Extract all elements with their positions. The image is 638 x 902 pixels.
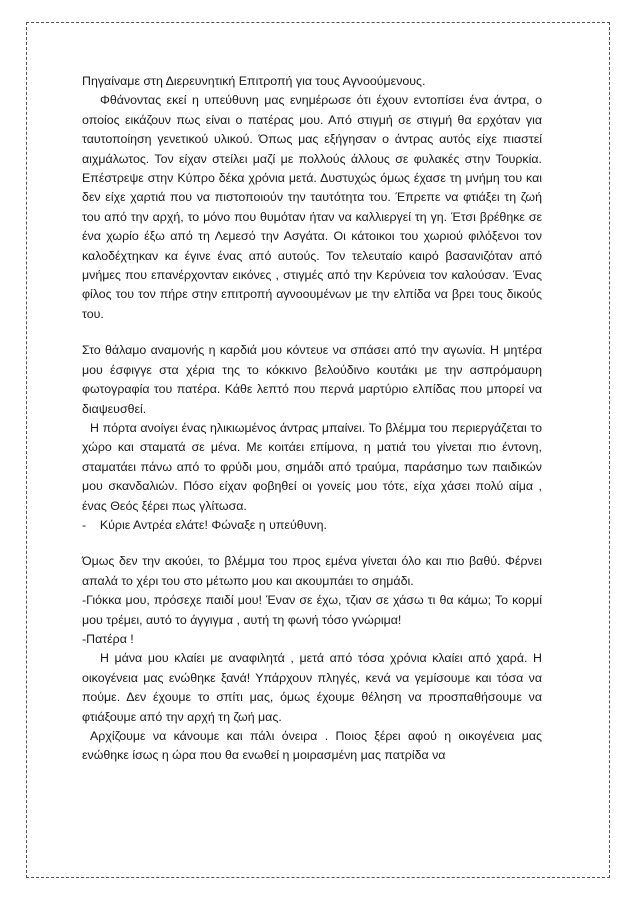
paragraph-gap — [82, 324, 542, 341]
paragraph-2: Φθάνοντας εκεί η υπεύθυνη μας ενημέρωσε ότι έχουν εντοπίσει ένα άντρα, ο οποίος εικάζουν πως είναι ο πατέρας μου. Από στιγμή σε στιγμή θα ερχόταν για ταυτοποίηση γενετικού υλικού. Όπως μας εξήγησαν ο άντρας αυτός είχε πιαστεί αιχμάλωτος. Τον είχαν στείλει μαζί με πολλούς άλλους σε φυλακές στην Τουρκία. Επέστρεψε στην Κύπρο δέκα χρόνια μετά. Δυστυχώς όμως έχασε τη μνήμη του και δεν είχε χαρτιά που να πιστοποιούν την ταυτότητα του. Έπρεπε να φτιάξει τη ζωή του από την αρχή, το μόνο που θυμόταν ήταν να καλλιεργεί τη γη. Έτσι βρέθηκε σε ένα χωρίο έξω από τη Λεμεσό την Ασγάτα. Οι κάτοικοι του χωριού φιλόξενοι τον καλοδέχτηκαν κα έγινε ένας από αυτούς. Τον τελευταίο καιρό βασανιζόταν από μνήμες που επανέρχονταν εικόνες , στιγμές από την Κερύνεια τον καλούσαν. Ένας φίλος του τον πήρε στην επιτροπή αγνοουμένων με την ελπίδα να βρει τους δικούς του. — [82, 93, 542, 321]
paragraph-7: Αρχίζουμε να κάνουμε και πάλι όνειρα . Ποιος ξέρει αφού η οικογένεια μας ενώθηκε ίσως η ώρα που θα ενωθεί η μοιρασμένη μας πατρίδα να — [82, 729, 542, 763]
paragraph-3: Στο θάλαμο αναμονής η καρδιά μου κόντευε να σπάσει από την αγωνία. Η μητέρα μου έσφιγγε στα χέρια της το κόκκινο βελούδινο κουτάκι με την ασπρόμαυρη φωτογραφία του πατέρα. Κάθε λεπτό που περνά μαρτύριο ελπίδας που μπορεί να διαψευσθεί. — [82, 343, 542, 416]
dialogue-line-2: -Γιόκκα μου, πρόσεχε παιδί μου! Έναν σε έχω, τζιαν σε χάσω τι θα κάμω; Το κορμί μου τρέμει, αυτό το άγγιγμα , αυτή τη φωνή τόσο γνώριμα! — [82, 593, 542, 627]
paragraph-4: Η πόρτα ανοίγει ένας ηλικιωμένος άντρας μπαίνει. Το βλέμμα του περιεργάζεται το χώρο και σταματά σε μένα. Με κοιτάει επίμονα, η ματιά του γίνεται πιο έντονη, σταματάει πάνω από το φρύδι μου, σημάδι από τραύμα, παράσημο των παιδικών μου σκανδαλιών. Πόσο είχαν φοβηθεί οι γονείς μου τότε, είχα χάσει πολύ αίμα , ένας Θεός ξέρει πως γλίτωσα. — [82, 420, 542, 513]
dialogue-line-1: - Κύριε Αντρέα ελάτε! Φώναξε η υπεύθυνη. — [82, 517, 327, 532]
paragraph-5: Όμως δεν την ακούει, το βλέμμα του προς εμένα γίνεται όλο και πιο βαθύ. Φέρνει απαλά το χέρι του στο μέτωπο μου και ακουμπάει το σημάδι. — [82, 554, 542, 588]
dialogue-line-3: -Πατέρα ! — [82, 631, 134, 646]
paragraph-6: Η μάνα μου κλαίει με αναφιλητά , μετά από τόσα χρόνια κλαίει από χαρά. Η οικογένεια μας ενώθηκε ξανά! Υπάρχουν πληγές, κενά να γεμίσουμε και τόσα να πούμε. Δεν έχουμε το σπίτι μας, όμως έχουμε θέληση να προσπαθήσουμε να φτιάξουμε από την αρχή τη ζωή μας. — [82, 651, 542, 724]
paragraph-1: Πηγαίναμε στη Διερευνητική Επιτροπή για τους Αγνοούμενους. — [82, 74, 426, 88]
paragraph-gap — [82, 535, 542, 552]
document-body — [82, 72, 542, 766]
